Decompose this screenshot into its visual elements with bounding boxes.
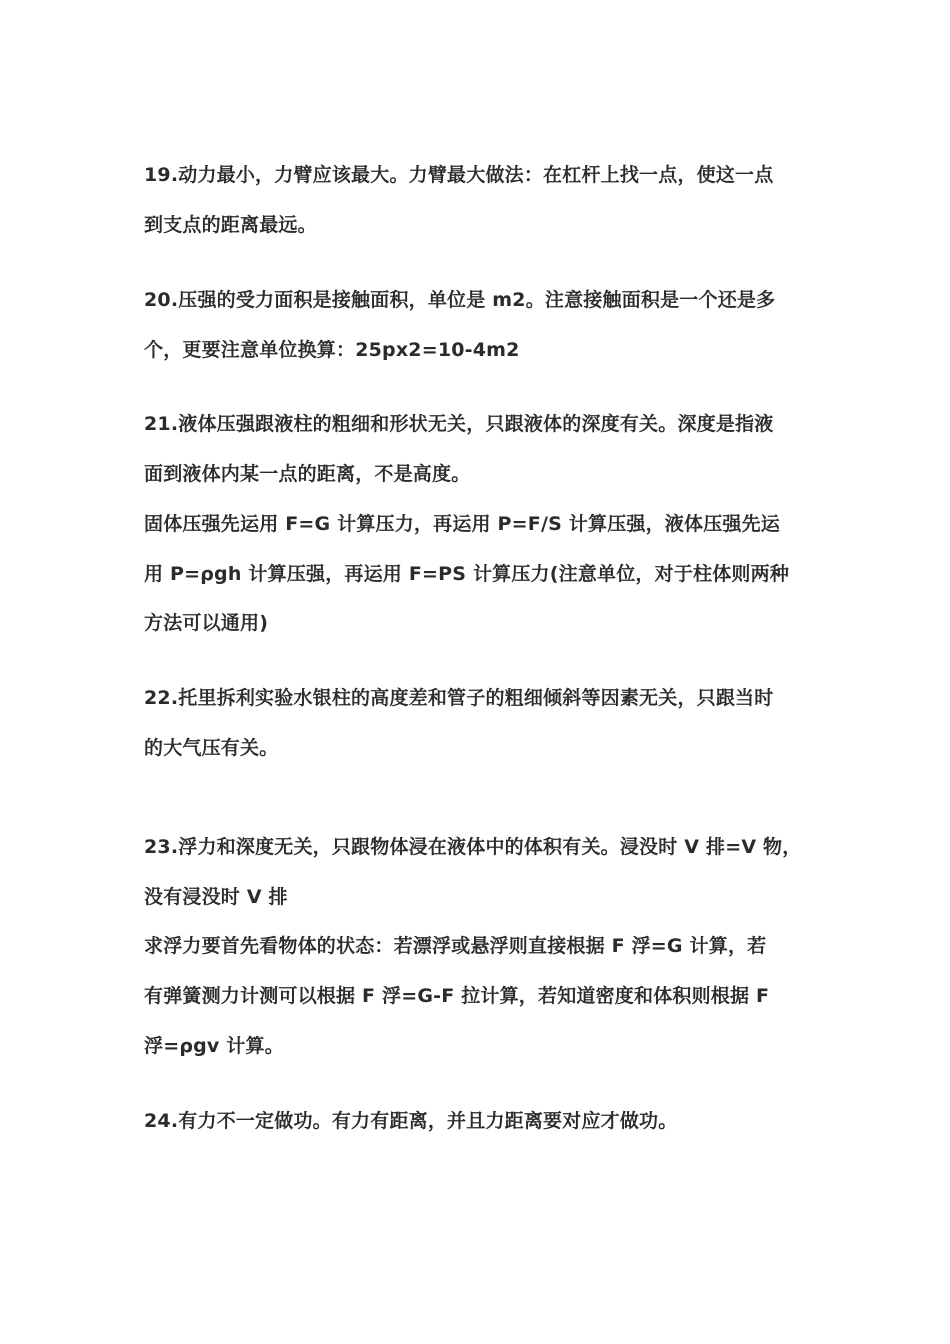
item-20-line-2: 个，更要注意单位换算：25px2=10-4m2	[144, 339, 520, 361]
item-19-line-2: 到支点的距离最远。	[144, 214, 317, 236]
item-19-line-1: 19.动力最小，力臂应该最大。力臂最大做法：在杠杆上找一点，使这一点	[144, 164, 774, 186]
item-21-line-1: 21.液体压强跟液柱的粗细和形状无关，只跟液体的深度有关。深度是指液	[144, 413, 774, 435]
item-23-line-4: 有弹簧测力计测可以根据 F 浮=G-F 拉计算，若知道密度和体积则根据 F	[144, 985, 770, 1007]
item-22-line-1: 22.托里拆利实验水银柱的高度差和管子的粗细倾斜等因素无关，只跟当时	[144, 687, 774, 709]
item-20-line-1: 20.压强的受力面积是接触面积，单位是 m2。注意接触面积是一个还是多	[144, 289, 776, 311]
item-23-line-2: 没有浸没时 V 排	[144, 886, 288, 908]
item-23-line-1: 23.浮力和深度无关，只跟物体浸在液体中的体积有关。浸没时 V 排=V 物，	[144, 836, 802, 858]
item-23-line-5: 浮=ρgv 计算。	[144, 1035, 284, 1057]
item-21-line-2: 面到液体内某一点的距离，不是高度。	[144, 463, 471, 485]
item-21-line-4: 用 P=ρgh 计算压强，再运用 F=PS 计算压力(注意单位，对于柱体则两种	[144, 563, 790, 585]
item-22-line-2: 的大气压有关。	[144, 737, 279, 759]
item-21-line-5: 方法可以通用)	[144, 612, 269, 634]
item-24-line-1: 24.有力不一定做功。有力有距离，并且力距离要对应才做功。	[144, 1110, 678, 1132]
item-23-line-3: 求浮力要首先看物体的状态：若漂浮或悬浮则直接根据 F 浮=G 计算，若	[144, 935, 767, 957]
item-21-line-3: 固体压强先运用 F=G 计算压力，再运用 P=F/S 计算压强，液体压强先运	[144, 513, 781, 535]
